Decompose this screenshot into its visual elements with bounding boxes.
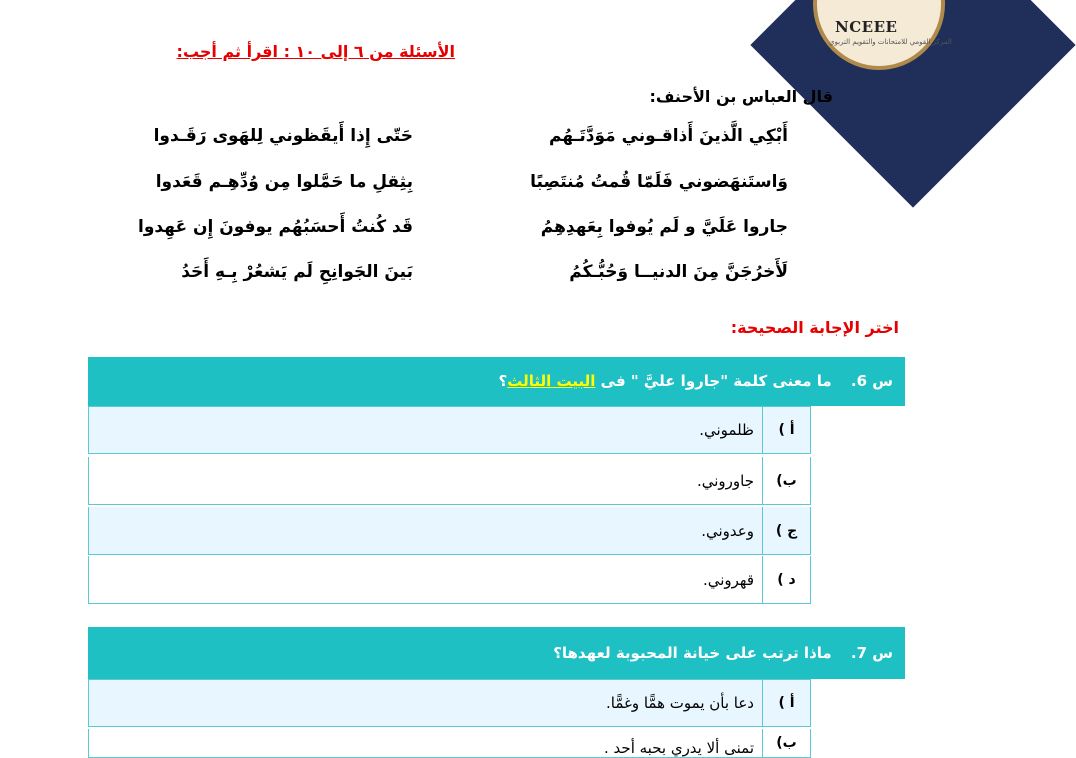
logo-text: NCEEE [835, 18, 898, 36]
logo-subtext: المركز القومي للامتحانات والتقويم التربوي [829, 38, 952, 46]
q7-option-a[interactable] [88, 679, 811, 727]
question-6-number: 6. [850, 372, 868, 390]
q6-option-d[interactable] [88, 556, 811, 604]
q6-option-c-letter: ج ) [762, 507, 810, 554]
poet-intro: قال العباس بن الأحنف: [649, 87, 833, 106]
q6-option-c-text: وعدوني. [701, 521, 754, 540]
q7-option-a-letter: أ ) [762, 680, 810, 726]
question-6-text: ما معنى كلمة "جاروا عليَّ " فى [600, 372, 832, 390]
q6-option-c[interactable] [88, 507, 811, 555]
q7-option-b-letter: ب) [762, 729, 810, 757]
q6-option-a-letter: أ ) [762, 407, 810, 453]
verse-4-second: بَينَ الجَوانِحِ لَم يَشعُرْ بِـهِ أَحَدُ [181, 262, 413, 282]
q6-option-d-letter: د ) [762, 556, 810, 603]
q6-option-a-text: ظلموني. [699, 421, 754, 439]
verse-1-first: أَبْكِي الَّذينَ أَذاقـوني مَوَدَّتَـهُم [549, 126, 788, 146]
verse-4-first: لَأَخرُجَنَّ مِنَ الدنيــا وَحُبُّـكُمُ [569, 262, 788, 282]
q6-option-a[interactable] [88, 406, 811, 454]
verse-2-first: وَاستَنهَضوني فَلَمّا قُمتُ مُنتَصِبًا [530, 172, 788, 192]
verse-3-first: جاروا عَلَيَّ و لَم يُوفوا بِعَهدِهِمُ [540, 217, 788, 237]
question-6-header [88, 357, 905, 406]
q6-option-d-text: قهروني. [702, 570, 754, 589]
question-6-text-end: ؟ [498, 372, 508, 390]
instruction: اختر الإجابة الصحيحة: [730, 318, 899, 337]
q7-option-b-text: تمنى ألا يدري بحبه أحد . [604, 739, 754, 757]
q7-option-b[interactable] [88, 729, 811, 758]
question-7-number: 7. [850, 644, 868, 662]
verse-3-second: قَد كُنتُ أَحسَبُهُم يوفونَ إِن عَهِدوا [138, 217, 413, 237]
section-heading: الأسئلة من ٦ إلى ١٠ : اقرأ ثم أجب: [176, 42, 455, 61]
q7-option-a-text: دعا بأن يموت همًّا وغمًّا. [605, 694, 754, 712]
q6-option-b-letter: ب) [762, 457, 810, 504]
verse-2-second: بِثِقلِ ما حَمَّلوا مِن وُدِّهِـم قَعَدوا [155, 172, 413, 192]
question-6-label: س [872, 372, 893, 390]
question-7-header [88, 627, 905, 679]
question-7-label: س [872, 644, 893, 662]
question-7-text: ماذا ترتب على خيانة المحبوبة لعهدها؟ [553, 644, 832, 662]
q6-option-b[interactable] [88, 457, 811, 505]
verse-1-second: حَتّى إِذا أَيقَظوني لِلهَوى رَقَـدوا [153, 126, 413, 146]
question-6-highlight: البيت الثالث [507, 372, 596, 390]
q6-option-b-text: جاوروني. [696, 471, 754, 490]
